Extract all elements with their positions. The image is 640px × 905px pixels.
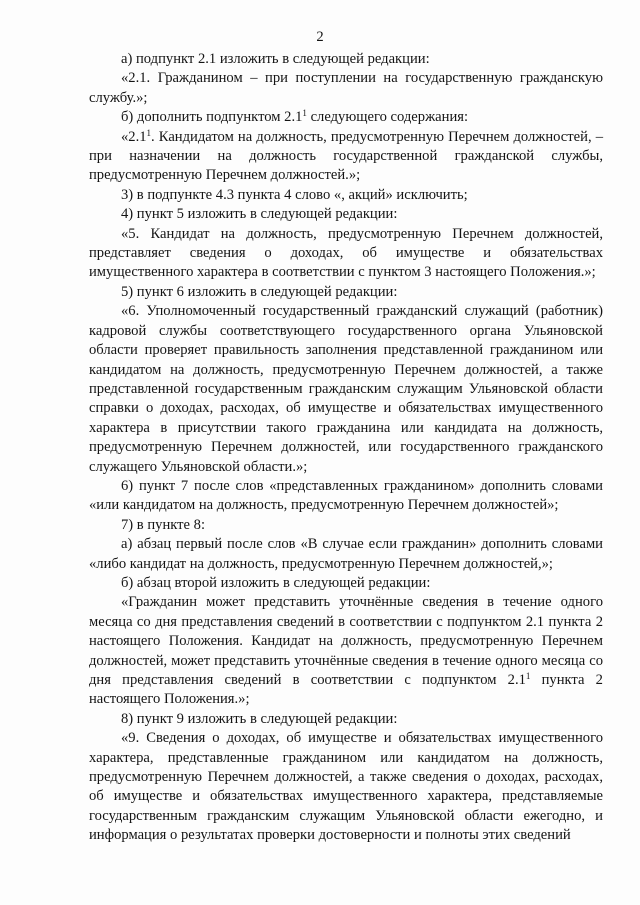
page-number: 2 [316, 29, 324, 45]
paragraph-text: «Гражданин может представить уточнённые сведения в течение одного месяца со дня представления сведений в соответствии с подпунктом 2.1 пункта 2 настоящего Положения. Кандидат на должность, предусмотренную Перечнем должностей, может представить уточнённые сведения в течение одного месяца со дня представления сведений в соответствии с подпунктом 2.1 [89, 594, 603, 688]
paragraph-text-after: следующего содержания: [306, 109, 469, 126]
paragraph-text: 6) пункт 7 после слов «представленных гражданином» дополнить словами «или кандидатом на должность, предусмотренную Перечнем должностей»; [89, 477, 603, 514]
paragraph-p2 [89, 69, 603, 108]
paragraph-p15 [89, 710, 603, 729]
paragraph-text: «5. Кандидат на должность, предусмотренную Перечнем должностей, представляет сведения о доходах, об имуществе и обязательствах имущественного характера в соответствии с пунктом 3 настоящего Положения.»; [89, 225, 603, 281]
paragraph-p10 [89, 477, 603, 516]
paragraph-text: а) подпункт 2.1 изложить в следующей редакции: [121, 51, 430, 67]
paragraph-text: 5) пункт 6 изложить в следующей редакции: [121, 283, 398, 300]
paragraph-p8 [89, 283, 603, 302]
paragraph-text-after: пункта 2 настоящего Положения.»; [89, 672, 603, 708]
paragraph-p11 [89, 516, 603, 535]
paragraph-text: а) абзац первый после слов «В случае если гражданин» дополнить словами «либо кандидат на должность, предусмотренную Перечнем должностей,»; [89, 536, 603, 572]
paragraph-text: «9. Сведения о доходах, об имуществе и обязательствах имущественного характера, представленные гражданином или кандидатом на должность, предусмотренную Перечнем должностей, а также сведения о доходах, расходах, об имуществе и обязательствах имущественного характера, представляемые государственным гражданским служащим Ульяновской области ежегодно, и информация о результатах проверки достоверности и полноты этих сведений [89, 730, 603, 844]
paragraph-text: «6. Уполномоченный государственный гражданский служащий (работник) кадровой службы соответствующего государственного органа Ульяновской области проверяет правильность заполнения представленной гражданином или кандидатом на должность, предусмотренную Перечнем должностей, а также представленной государственным гражданским служащим Ульяновской области справки о доходах, расходах, об имуществе и обязательствах имущественного характера в присутствии такого гражданина или кандидата на должность, предусмотренную Перечнем должностей, или государственного гражданского служащего Ульяновской области.»; [89, 303, 603, 475]
paragraph-p14 [89, 593, 603, 709]
superscript: 1 [525, 671, 531, 681]
superscript: 1 [302, 108, 307, 119]
paragraph-text-after: . Кандидатом на должность, предусмотренную Перечнем должностей, – при назначении на должность государственной гражданской службы, предусмотренную Перечнем должностей.»; [89, 128, 603, 184]
paragraph-text: 7) в пункте 8: [121, 516, 206, 533]
paragraph-p9 [89, 302, 603, 477]
paragraph-text: 4) пункт 5 изложить в следующей редакции: [121, 206, 398, 223]
document-body [89, 50, 603, 846]
paragraph-text: б) абзац второй изложить в следующей редакции: [121, 574, 431, 591]
paragraph-p13 [89, 574, 603, 593]
paragraph-p3 [89, 108, 603, 127]
superscript: 1 [146, 127, 152, 138]
paragraph-text: 3) в подпункте 4.3 пункта 4 слово «, акций» исключить; [121, 186, 468, 203]
paragraph-text: 8) пункт 9 изложить в следующей редакции: [121, 710, 398, 727]
paragraph-text: б) дополнить подпунктом 2.1 [121, 109, 303, 126]
paragraph-text: «2.1 [121, 128, 147, 145]
paragraph-p1 [89, 50, 603, 69]
paragraph-p6 [89, 205, 603, 224]
paragraph-p12 [89, 535, 603, 574]
paragraph-p16 [89, 729, 603, 845]
paragraph-p5 [89, 186, 603, 205]
paragraph-p7 [89, 225, 603, 283]
paragraph-text: «2.1. Гражданином – при поступлении на государственную гражданскую службу.»; [89, 70, 603, 106]
paragraph-p4 [89, 128, 603, 186]
